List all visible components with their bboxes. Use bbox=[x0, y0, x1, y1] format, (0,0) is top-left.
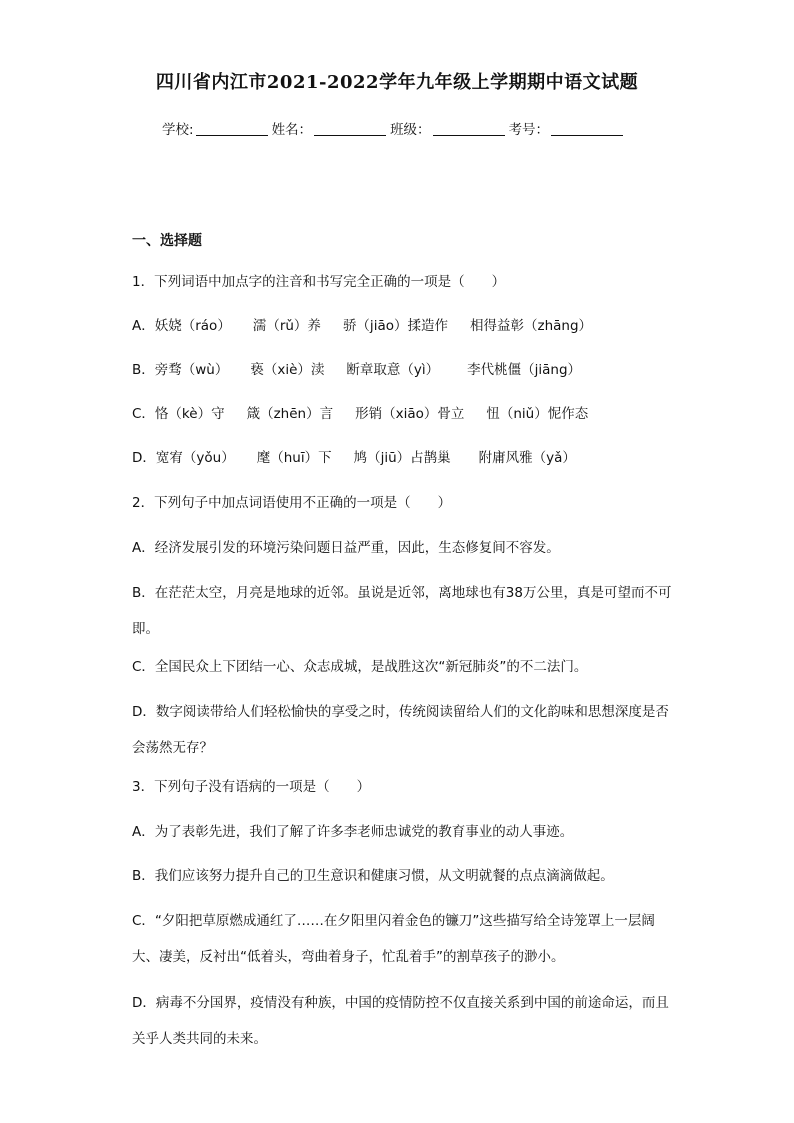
q3-option-c: C．“夕阳把草原燃成通红了……在夕阳里闪着金色的镰刀”这些描写给全诗笼罩上一层阔大、凄美，反衬出“低着头，弯曲着身子，忙乱着手”的割草孩子的渺小。 bbox=[132, 913, 655, 965]
name-blank bbox=[314, 134, 386, 136]
number-blank bbox=[551, 134, 623, 136]
school-blank bbox=[196, 134, 268, 136]
q1-b-3: 断章取意（yì） bbox=[346, 362, 440, 378]
q1-a-3: 骄（jiāo）揉造作 bbox=[342, 318, 448, 334]
q1-option-d bbox=[132, 448, 672, 468]
q1-option-a bbox=[132, 316, 672, 336]
q1-stem: 1．下列词语中加点字的注音和书写完全正确的一项是（ ） bbox=[132, 274, 506, 290]
q2-option-b: B．在茫茫太空，月亮是地球的近邻。虽说是近邻，离地球也有38万公里，真是可望而不可即。 bbox=[132, 585, 672, 637]
q2-option-c: C．全国民众上下团结一心、众志成城，是战胜这次“新冠肺炎”的不二法门。 bbox=[132, 659, 588, 675]
q1-option-c bbox=[132, 404, 672, 424]
q2-stem: 2．下列句子中加点词语使用不正确的一项是（ ） bbox=[132, 495, 452, 511]
q2-option-d: D．数字阅读带给人们轻松愉快的享受之时，传统阅读留给人们的文化韵味和思想深度是否会荡然无存？ bbox=[132, 704, 669, 756]
q1-d-4: 附庸风雅（yǎ） bbox=[478, 450, 576, 466]
q3-option-a: A．为了表彰先进，我们了解了许多李老师忠诚党的教育事业的动人事迹。 bbox=[132, 824, 574, 840]
number-label: 考号： bbox=[508, 122, 550, 138]
q1-b-1: B．旁骛（wù） bbox=[132, 362, 229, 378]
class-label: 班级： bbox=[390, 122, 431, 138]
q1-c-3: 形销（xiāo）骨立 bbox=[355, 406, 465, 422]
q3-stem: 3．下列句子没有语病的一项是（ ） bbox=[132, 779, 371, 795]
q3-option-d: D．病毒不分国界，疫情没有种族，中国的疫情防控不仅直接关系到中国的前途命运，而且关乎人类共同的未来。 bbox=[132, 995, 669, 1047]
q1-c-2: 箴（zhēn）言 bbox=[246, 406, 334, 422]
q1-d-2: 麾（huī）下 bbox=[256, 450, 332, 466]
section-heading: 一、选择题 bbox=[132, 233, 202, 249]
q1-b-2: 亵（xiè）渎 bbox=[250, 362, 325, 378]
name-label: 姓名： bbox=[271, 122, 313, 138]
student-info-line bbox=[162, 118, 682, 138]
q3-option-b: B．我们应该努力提升自己的卫生意识和健康习惯，从文明就餐的点点滴滴做起。 bbox=[132, 868, 614, 884]
q2-option-a: A．经济发展引发的环境污染问题日益严重，因此，生态修复间不容发。 bbox=[132, 540, 560, 556]
class-blank bbox=[433, 134, 505, 136]
q1-option-b bbox=[132, 360, 672, 380]
q1-d-1: D．宽宥（yǒu） bbox=[132, 450, 235, 466]
q1-c-1: C．恪（kè）守 bbox=[132, 406, 225, 422]
q1-a-2: 濡（rǔ）养 bbox=[252, 318, 321, 334]
q1-c-4: 忸（niǔ）怩作态 bbox=[486, 406, 589, 422]
school-label: 学校: bbox=[162, 122, 194, 138]
q1-a-4: 相得益彰（zhāng） bbox=[469, 318, 593, 334]
q1-b-4: 李代桃僵（jiāng） bbox=[467, 362, 582, 378]
q1-a-1: A．妖娆（ráo） bbox=[132, 318, 231, 334]
q1-d-3: 鸠（jiū）占鹊巢 bbox=[353, 450, 451, 466]
page-title: 四川省内江市2021-2022学年九年级上学期期中语文试题 bbox=[155, 72, 639, 93]
